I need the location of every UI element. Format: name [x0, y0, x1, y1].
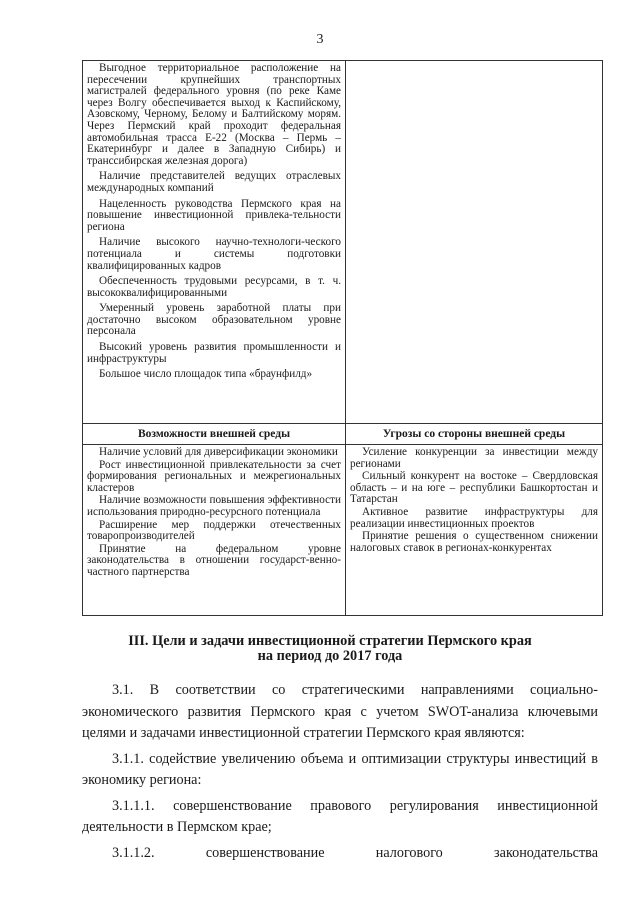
opportunities-cell — [83, 445, 346, 616]
strength-item: Большое число площадок типа «браунфилд» — [99, 368, 313, 381]
strength-item: Высокий уровень развития промышленности и инфраструктуры — [87, 341, 341, 365]
strength-item: Нацеленность руководства Пермского края на повышение инвестиционной привлека-тельности региона — [87, 197, 341, 233]
swot-table — [82, 60, 603, 616]
body-paragraph: 3.1.1.1. совершенствование правового регулирования инвестиционной деятельности в Пермском крае; — [82, 797, 598, 835]
body-paragraph: 3.1. В соответствии со стратегическими направлениями социально-экономического развития Пермского края с учетом SWOT-анализа ключевыми целями и задачами инвестиционной стратегии Пермского края являются: — [82, 682, 598, 741]
threat-item: Сильный конкурент на востоке – Свердловская область – и на юге – республики Башкортостан и Татарстан — [350, 470, 598, 506]
strength-item: Наличие высокого научно-технологи-ческого потенциала и системы подготовки квалифицированных кадров — [87, 236, 341, 272]
section-title — [60, 634, 600, 664]
opportunities-threats-row — [83, 445, 603, 616]
threat-item: Активное развитие инфраструктуры для реализации инвестиционных проектов — [350, 505, 598, 530]
section-title-line: на период до 2017 года — [257, 648, 403, 664]
strengths-cell — [83, 61, 346, 424]
body-paragraph: 3.1.1.2. совершенствование налогового законодательства — [112, 844, 598, 861]
strength-item: Умеренный уровень заработной платы при достаточно высоком образовательном уровне персонала — [87, 302, 341, 338]
body-paragraph: 3.1.1. содействие увеличению объема и оптимизации структуры инвестиций в экономику региона: — [82, 750, 598, 788]
opportunity-item: Наличие условий для диверсификации экономики — [99, 446, 338, 458]
strength-item: Выгодное территориальное расположение на пересечении крупнейших транспортных магистралей федерального уровня (по реке Каме через Волгу обеспечивается выход к Каспийскому, Азовскому, Черному, Белому и Балтийскому морям. Через Пермский край проходит федеральная автомобильная трасса Е-22 (Москва – Пермь – Екатеринбург и далее в Западную Сибирь) и транссибирская железная дорога) — [87, 62, 341, 167]
opportunity-item: Рост инвестиционной привлекательности за счет формирования региональных и межрегиональных кластеров — [87, 458, 341, 494]
threat-item: Принятие решения о существенном снижении налоговых ставок в регионах-конкурентах — [350, 530, 598, 554]
weaknesses-cell — [346, 61, 603, 424]
page-number: 3 — [316, 32, 324, 47]
strength-item: Наличие представителей ведущих отраслевых международных компаний — [87, 170, 341, 194]
threats-cell — [346, 445, 603, 616]
strengths-weaknesses-row — [83, 61, 603, 424]
threats-header: Угрозы со стороны внешней среды — [346, 424, 603, 445]
opportunity-item: Расширение мер поддержки отечественных товаропроизводителей — [87, 518, 341, 543]
header-row — [83, 424, 603, 445]
opportunity-item: Принятие на федеральном уровне законодательства в отношении государст-венно-частного партнерства — [87, 542, 341, 578]
strength-item: Обеспеченность трудовыми ресурсами, в т. ч. высококвалифицированными — [87, 275, 341, 299]
body-text — [82, 680, 598, 868]
opportunities-header: Возможности внешней среды — [83, 424, 346, 445]
threat-item: Усиление конкуренции за инвестиции между регионами — [350, 446, 598, 470]
opportunity-item: Наличие возможности повышения эффективности использования природно-ресурсного потенциала — [87, 494, 341, 518]
section-title-line: III. Цели и задачи инвестиционной стратегии Пермского края — [128, 633, 532, 649]
